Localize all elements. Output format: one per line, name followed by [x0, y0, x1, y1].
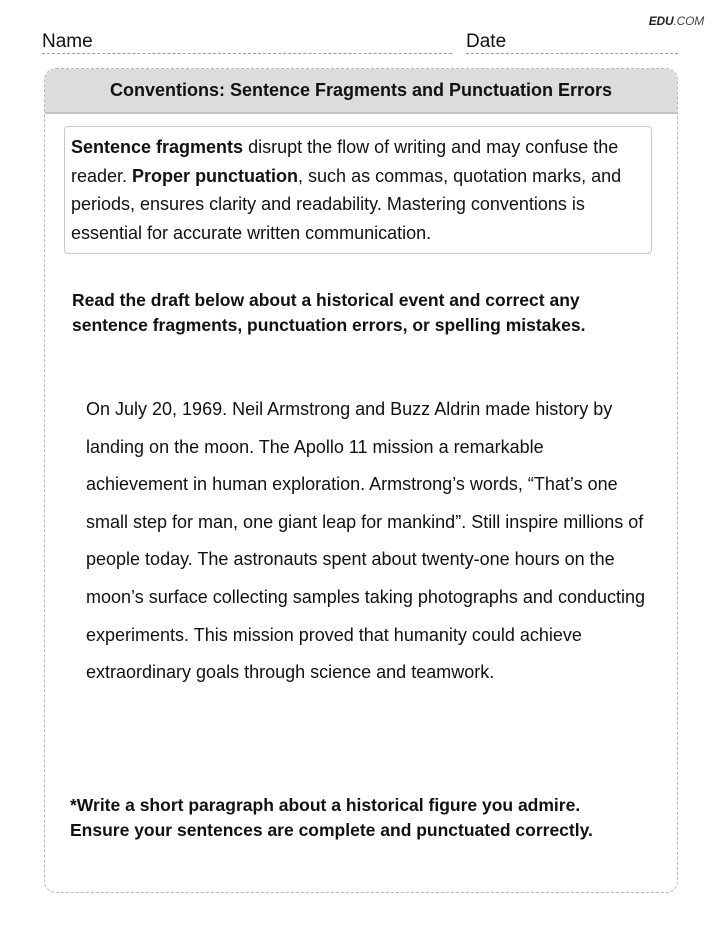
draft-passage: On July 20, 1969. Neil Armstrong and Buzz Aldrin made history by landing on the moon. The Apollo 11 mission a remarkable achievement in human exploration. Armstrong’s words, “That’s one small step for man, one giant leap for mankind”. Still inspire millions of people today. The astronauts spent about twenty-one hours on the moon’s surface collecting samples taking photographs and conducting experiments. This mission proved that humanity could achieve extraordinary goals through science and teamwork. [86, 399, 646, 683]
intro-term-sentence-fragments: Sentence fragments [71, 137, 244, 157]
intro-term-proper-punctuation: Proper punctuation [132, 165, 299, 186]
date-field[interactable] [466, 31, 678, 54]
name-label: Name [42, 31, 93, 52]
instruction-text: Read the draft below about a historical event and correct any sentence fragments, punctuation errors, or spelling mistakes. [72, 290, 586, 335]
name-field[interactable] [42, 31, 452, 54]
date-label: Date [466, 31, 507, 52]
intro-box [64, 126, 652, 254]
intro-text-2: , such as commas, quotation marks, and periods, ensures clarity and readability. Mastering conventions is essential for accurate written communication. [71, 165, 622, 243]
brand-logo-com: .COM [673, 14, 704, 28]
writing-prompt: *Write a short paragraph about a historical figure you admire. Ensure your sentences are complete and punctuated correctly. [70, 795, 593, 840]
brand-logo-edu: EDU [648, 14, 674, 28]
brand-logo [649, 14, 704, 28]
name-date-row [42, 30, 678, 54]
worksheet-title: Conventions: Sentence Fragments and Punctuation Errors [45, 69, 677, 114]
worksheet-card [44, 68, 678, 893]
intro-text-1: disrupt the flow of writing and may confuse the reader. [71, 137, 619, 186]
